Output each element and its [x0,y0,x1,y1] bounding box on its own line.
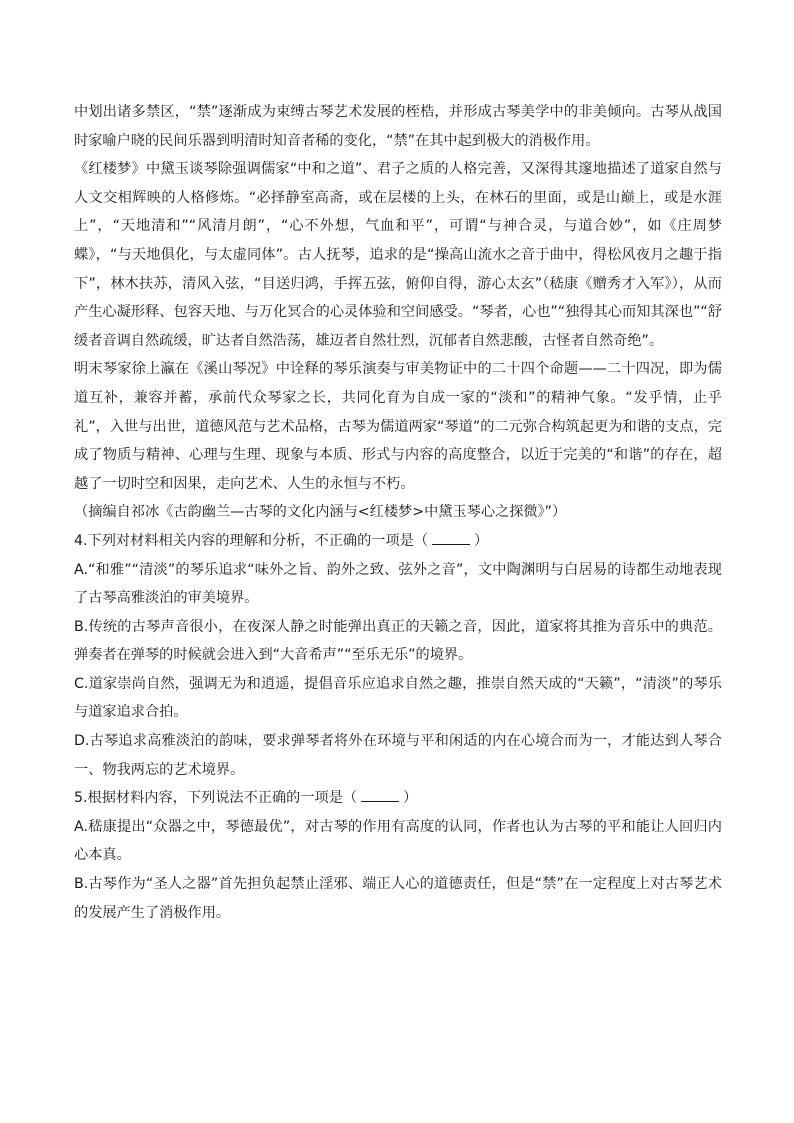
question-5-stem [74,784,722,813]
question-5-close: ） [403,790,418,807]
paragraph-1: 中划出诸多禁区，“禁”逐渐成为束缚古琴艺术发展的桎梏，并形成古琴美学中的非美倾向。古琴从战国时家喻户晓的民间乐器到明清时知音者稀的变化，“禁”在其中起到极大的消极作用。 [74,104,722,149]
question-4-option-a: A.“和雅”“清淡”的琴乐追求“味外之旨、韵外之致、弦外之音”，文中陶渊明与白居易的诗都生动地表现了古琴高雅淡泊的审美境界。 [74,561,722,607]
document-body [74,98,722,927]
question-4-option-b: B.传统的古琴声音很小，在夜深人静之时能弹出真正的天籁之音，因此，道家将其推为音乐中的典范。弹奏者在弹琴的时候就会进入到“大音希声”“至乐无乐”的境界。 [74,618,722,664]
question-4-option-c: C.道家崇尚自然，强调无为和逍遥，提倡音乐应追求自然之趣，推崇自然天成的“天籁”，“清淡”的琴乐与道家追求合拍。 [74,675,722,721]
question-4-option-d: D.古琴追求高雅淡泊的韵味，要求弹琴者将外在环境与平和闲适的内在心境合而为一，才能达到人琴合一、物我两忘的艺术境界。 [74,733,722,778]
question-5-option-b: B.古琴作为“圣人之器”首先担负起禁止淫邪、端正人心的道德责任，但是“禁”在一定程度上对古琴艺术的发展产生了消极作用。 [74,876,722,921]
source-citation: （摘编自祁冰《古韵幽兰—古琴的文化内涵与<红楼梦>中黛玉琴心之探微》”） [74,504,567,521]
paragraph-2: 《红楼梦》中黛玉谈琴除强调儒家“中和之道”、君子之质的人格完善，又深得其邃地描述了道家自然与人文交相辉映的人格修炼。“必择静室高斋，或在层楼的上头，在林石的里面，或是山巅上，或是水涯上”，“天地清和”“风清月朗”，“心不外想，气血和平”，可谓“与神合灵，与道合妙”，如《庄周梦蝶》，“与天地俱化，与太虚同体”。古人抚琴，追求的是“操高山流水之音于曲中，得松风夜月之趣于指下”，林木扶苏，清风入弦，“目送归鸿，手挥五弦，俯仰自得，游心太玄”（嵇康《赠秀才入军》），从而产生心凝形释、包容天地、与万化冥合的心灵体验和空间感受。“琴者，心也”“独得其心而知其深也”“舒缓者音调自然疏缓，旷达者自然浩荡，雄迈者自然壮烈，沉郁者自然悲酸，古怪者自然奇绝”。 [74,161,722,349]
question-4-stem [74,527,722,556]
question-4-close: ） [474,532,489,549]
question-5-option-a: A.嵇康提出“众器之中，琴德最优”，对古琴的作用有高度的认同，作者也认为古琴的平和能让人回归内心本真。 [74,818,722,864]
answer-blank [361,786,399,802]
question-5-text: 5.根据材料内容，下列说法不正确的一项是（ [74,790,358,807]
question-4-text: 4.下列对材料相关内容的理解和分析，不正确的一项是（ [74,532,429,549]
paragraph-3: 明末琴家徐上瀛在《溪山琴况》中诠释的琴乐演奏与审美物证中的二十四个命题——二十四况，即为儒道互补，兼容并蓄，承前代众琴家之长，共同化育为自成一家的“淡和”的精神气象。“发乎情，止乎礼”，入世与出世，道德风范与艺术品格，古琴为儒道两家“琴道”的二元弥合构筑起更为和谐的支点，完成了物质与精神、心理与生理、现象与本质、形式与内容的高度整合，以近于完美的“和谐”的存在，超越了一切时空和因果，走向艺术、人生的永恒与不朽。 [74,361,722,492]
answer-blank [432,529,470,545]
